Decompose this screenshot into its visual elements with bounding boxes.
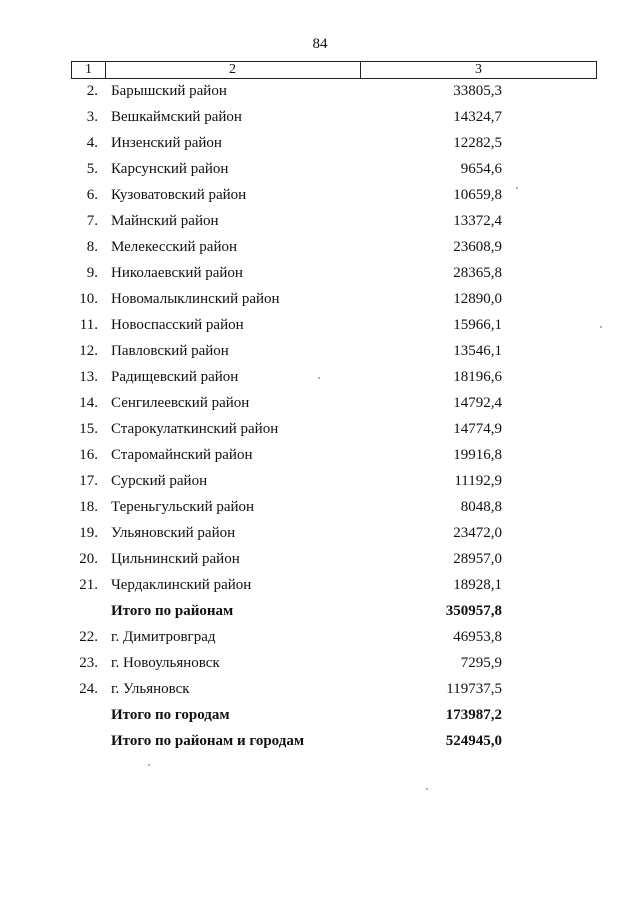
row-name: Мелекесский район xyxy=(111,239,238,255)
row-value: 23472,0 xyxy=(453,525,502,541)
row-number: 13. xyxy=(79,369,98,385)
row-value: 173987,2 xyxy=(445,707,502,723)
row-value: 7295,9 xyxy=(460,655,502,671)
row-name: Радищевский район xyxy=(111,369,239,385)
table-row xyxy=(0,261,640,287)
row-name: Итого по городам xyxy=(111,707,230,723)
row-number: 2. xyxy=(86,83,98,99)
row-number: 14. xyxy=(79,395,98,411)
row-value: 119737,5 xyxy=(446,681,502,697)
row-name: Сурский район xyxy=(111,473,208,489)
scan-speck xyxy=(148,764,150,766)
page-number: 84 xyxy=(312,36,328,52)
row-number: 22. xyxy=(79,629,98,645)
total-row xyxy=(0,599,640,625)
table-row xyxy=(0,625,640,651)
scan-speck xyxy=(600,326,602,328)
row-name: Николаевский район xyxy=(111,265,243,281)
row-name: Старомайнский район xyxy=(111,447,253,463)
row-number: 8. xyxy=(86,239,98,255)
table-row xyxy=(0,547,640,573)
row-value: 19916,8 xyxy=(453,447,502,463)
row-value: 18928,1 xyxy=(453,577,502,593)
row-value: 350957,8 xyxy=(445,603,502,619)
table-row xyxy=(0,391,640,417)
table-row xyxy=(0,105,640,131)
row-name: г. Димитровград xyxy=(111,629,216,645)
row-value: 18196,6 xyxy=(453,369,502,385)
row-number: 4. xyxy=(86,135,98,151)
row-value: 13372,4 xyxy=(453,213,502,229)
table-row xyxy=(0,573,640,599)
row-value: 8048,8 xyxy=(460,499,502,515)
table-row xyxy=(0,339,640,365)
row-number: 12. xyxy=(79,343,98,359)
table-body xyxy=(0,79,640,755)
row-number: 9. xyxy=(86,265,98,281)
table-row xyxy=(0,365,640,391)
table-row xyxy=(0,677,640,703)
row-value: 12890,0 xyxy=(453,291,502,307)
scan-speck xyxy=(318,377,320,379)
row-value: 11192,9 xyxy=(454,473,502,489)
row-value: 12282,5 xyxy=(453,135,502,151)
row-number: 3. xyxy=(86,109,98,125)
row-number: 7. xyxy=(86,213,98,229)
table-row xyxy=(0,495,640,521)
row-name: Тереньгульский район xyxy=(111,499,255,515)
scan-speck xyxy=(426,788,428,790)
row-name: Вешкаймский район xyxy=(111,109,242,125)
row-number: 18. xyxy=(79,499,98,515)
row-number: 16. xyxy=(79,447,98,463)
row-name: Цильнинский район xyxy=(111,551,240,567)
row-value: 14774,9 xyxy=(453,421,502,437)
row-value: 9654,6 xyxy=(460,161,502,177)
row-number: 20. xyxy=(79,551,98,567)
row-name: Старокулаткинский район xyxy=(111,421,279,437)
row-name: г. Новоульяновск xyxy=(111,655,220,671)
row-name: Новоспасский район xyxy=(111,317,244,333)
row-name: Итого по районам xyxy=(111,603,234,619)
row-number: 11. xyxy=(79,317,98,333)
table-row xyxy=(0,287,640,313)
row-value: 28957,0 xyxy=(453,551,502,567)
row-number: 15. xyxy=(79,421,98,437)
scan-speck xyxy=(516,187,518,189)
table-row xyxy=(0,469,640,495)
row-number: 23. xyxy=(79,655,98,671)
row-value: 10659,8 xyxy=(453,187,502,203)
row-value: 33805,3 xyxy=(453,83,502,99)
row-value: 23608,9 xyxy=(453,239,502,255)
row-name: Карсунский район xyxy=(111,161,229,177)
row-name: Барышский район xyxy=(111,83,227,99)
table-row xyxy=(0,209,640,235)
header-cell-2: 2 xyxy=(105,62,361,78)
row-value: 13546,1 xyxy=(453,343,502,359)
row-name: Сенгилеевский район xyxy=(111,395,250,411)
row-name: Павловский район xyxy=(111,343,229,359)
row-value: 524945,0 xyxy=(445,733,502,749)
table-row xyxy=(0,183,640,209)
row-number: 10. xyxy=(79,291,98,307)
table-row xyxy=(0,131,640,157)
table-header-row xyxy=(71,61,597,79)
row-value: 14324,7 xyxy=(453,109,502,125)
total-row xyxy=(0,703,640,729)
table-row xyxy=(0,157,640,183)
table-row xyxy=(0,417,640,443)
row-name: Кузоватовский район xyxy=(111,187,247,203)
row-name: Ульяновский район xyxy=(111,525,236,541)
row-number: 17. xyxy=(79,473,98,489)
table-row xyxy=(0,235,640,261)
row-number: 24. xyxy=(79,681,98,697)
table-row xyxy=(0,443,640,469)
row-number: 6. xyxy=(86,187,98,203)
row-name: Инзенский район xyxy=(111,135,222,151)
row-name: Новомалыклинский район xyxy=(111,291,280,307)
row-value: 28365,8 xyxy=(453,265,502,281)
row-number: 21. xyxy=(79,577,98,593)
table-row xyxy=(0,79,640,105)
row-name: Итого по районам и городам xyxy=(111,733,305,749)
row-value: 14792,4 xyxy=(453,395,502,411)
total-row xyxy=(0,729,640,755)
header-cell-3: 3 xyxy=(475,62,482,77)
row-name: Майнский район xyxy=(111,213,219,229)
header-cell-1: 1 xyxy=(72,62,106,78)
row-number: 5. xyxy=(86,161,98,177)
row-name: г. Ульяновск xyxy=(111,681,190,697)
table-row xyxy=(0,651,640,677)
row-name: Чердаклинский район xyxy=(111,577,252,593)
row-value: 46953,8 xyxy=(453,629,502,645)
table-row xyxy=(0,313,640,339)
row-number: 19. xyxy=(79,525,98,541)
table-row xyxy=(0,521,640,547)
row-value: 15966,1 xyxy=(453,317,502,333)
